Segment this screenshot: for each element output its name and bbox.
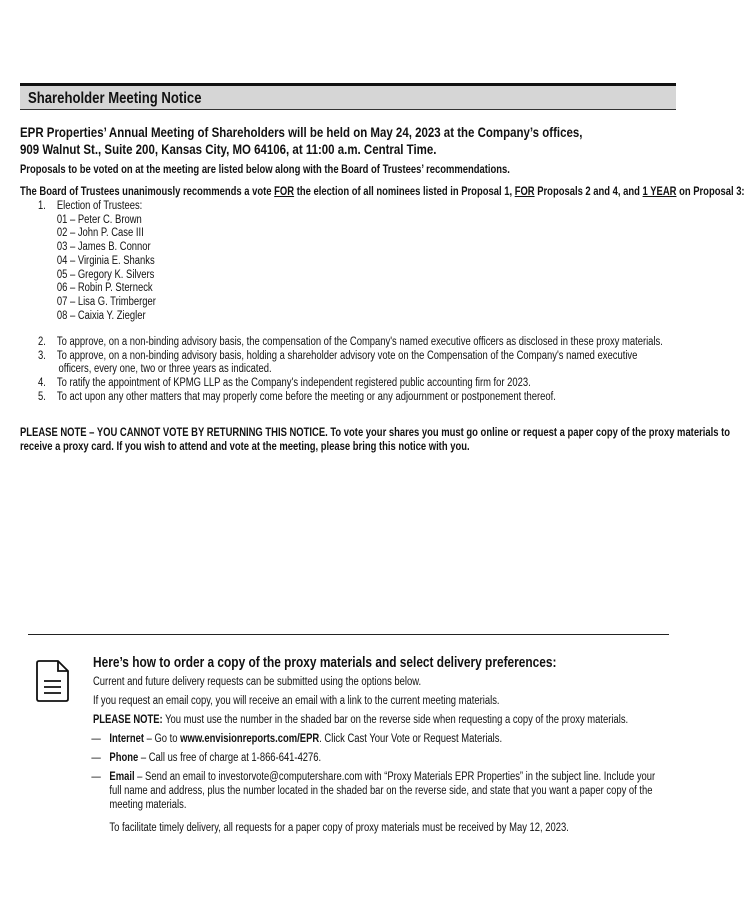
proposal-text: To approve, on a non-binding advisory basis, the compensation of the Company's named executive officers as disclosed in these proxy materials. (56, 336, 663, 348)
internet-text: . Click Cast Your Vote or Request Materials. (319, 733, 503, 745)
proposal-item (38, 377, 663, 391)
order-text: Current and future delivery requests can be submitted using the options below. (93, 676, 422, 688)
recommendation-text: Proposals 2 and 4, and (534, 186, 643, 198)
order-note (93, 713, 655, 727)
nominee-item: 07 – Lisa G. Trimberger (56, 295, 156, 308)
section-header (20, 83, 676, 110)
proposals-list (38, 336, 663, 405)
page-title: Shareholder Meeting Notice (28, 90, 202, 107)
dash-bullet: — (91, 733, 101, 745)
order-instructions (93, 656, 655, 835)
recommendation-text: on Proposal 3: (676, 186, 745, 198)
meeting-intro (20, 124, 582, 158)
recommendation-text: the election of all nominees listed in Proposal 1, (294, 186, 515, 198)
intro-line: EPR Properties’ Annual Meeting of Shareholders will be held on May 24, 2023 at the Company’s offices, (20, 124, 583, 140)
proposal-number: 1. (38, 200, 46, 212)
voting-note-line: receive a proxy card. If you wish to attend and vote at the meeting, please bring this notice with you. (20, 441, 470, 453)
phone-label: Phone (109, 752, 139, 764)
document-icon (35, 660, 69, 702)
dash-bullet: — (91, 752, 101, 764)
nominee-item: 01 – Peter C. Brown (56, 213, 142, 226)
board-recommendation (20, 186, 745, 198)
internet-label: Internet (109, 733, 144, 745)
intro-line: 909 Walnut St., Suite 200, Kansas City, MO 64106, at 11:00 a.m. Central Time. (20, 141, 437, 157)
nominee-item: 04 – Virginia E. Shanks (56, 254, 155, 267)
email-line: full name and address, plus the number located in the shaded bar on the reverse side, and state that you want a paper copy of the (109, 785, 653, 797)
proposal-text: To act upon any other matters that may properly come before the meeting or any adjournment or postponement thereof. (56, 390, 556, 403)
proposal-item (38, 391, 663, 405)
dash-bullet: — (91, 771, 101, 783)
email-text: – Send an email to investorvote@computershare.com with “Proxy Materials EPR Properties” in the subject line. Include your (134, 771, 656, 783)
proposals-intro: Proposals to be voted on at the meeting are listed below along with the Board of Trustees’ recommendations. (20, 164, 510, 176)
phone-option (93, 751, 655, 765)
proposal-1-heading (38, 200, 156, 214)
order-note-text: You must use the number in the shaded bar on the reverse side when requesting a copy of the proxy materials. (162, 714, 629, 726)
email-label: Email (109, 771, 135, 783)
voting-note (20, 426, 730, 454)
order-text: If you request an email copy, you will receive an email with a link to the current meeting materials. (93, 695, 500, 707)
proposal-number: 4. (38, 377, 46, 390)
proposal-1 (38, 200, 156, 323)
section-divider (28, 634, 669, 635)
email-line: meeting materials. (109, 799, 187, 811)
nominee-item: 06 – Robin P. Sterneck (56, 282, 153, 295)
recommendation-for: FOR (274, 186, 295, 198)
proposal-number: 3. (38, 349, 46, 362)
email-option (93, 770, 655, 812)
voting-note-line: PLEASE NOTE – YOU CANNOT VOTE BY RETURNING THIS NOTICE. To vote your shares you must go online or request a paper copy of the proxy materials to (20, 427, 730, 439)
nominee-item: 03 – James B. Connor (56, 241, 151, 254)
proposal-item (38, 350, 663, 364)
recommendation-for: FOR (514, 186, 535, 198)
nominee-item: 05 – Gregory K. Silvers (56, 268, 155, 281)
proposal-label: Election of Trustees: (56, 200, 143, 212)
internet-link[interactable]: www.envisionreports.com/EPR (180, 733, 320, 745)
phone-text: – Call us free of charge at 1-866-641-4276. (138, 752, 322, 764)
order-title: Here’s how to order a copy of the proxy materials and select delivery preferences: (93, 655, 557, 671)
proposal-item (38, 336, 663, 350)
proposal-text-continued: officers, every one, two or three years as indicated. (58, 363, 272, 376)
recommendation-year: 1 YEAR (642, 186, 677, 198)
proposal-text: To ratify the appointment of KPMG LLP as the Company's independent registered public accounting firm for 2023. (56, 377, 531, 390)
nominee-item: 02 – John P. Case III (56, 227, 144, 240)
proposal-text: To approve, on a non-binding advisory basis, holding a shareholder advisory vote on the Compensation of the Company's named executive (56, 349, 638, 362)
order-note-label: PLEASE NOTE: (93, 714, 163, 726)
internet-option (93, 732, 655, 746)
recommendation-text: The Board of Trustees unanimously recommends a vote (20, 186, 275, 198)
proposal-number: 2. (38, 336, 46, 348)
proposal-number: 5. (38, 390, 46, 403)
nominee-item: 08 – Caixia Y. Ziegler (56, 309, 146, 322)
internet-text: – Go to (143, 733, 181, 745)
deadline-note: To facilitate timely delivery, all requests for a paper copy of proxy materials must be received by May 12, 2023. (109, 822, 569, 834)
email-line (109, 770, 655, 784)
